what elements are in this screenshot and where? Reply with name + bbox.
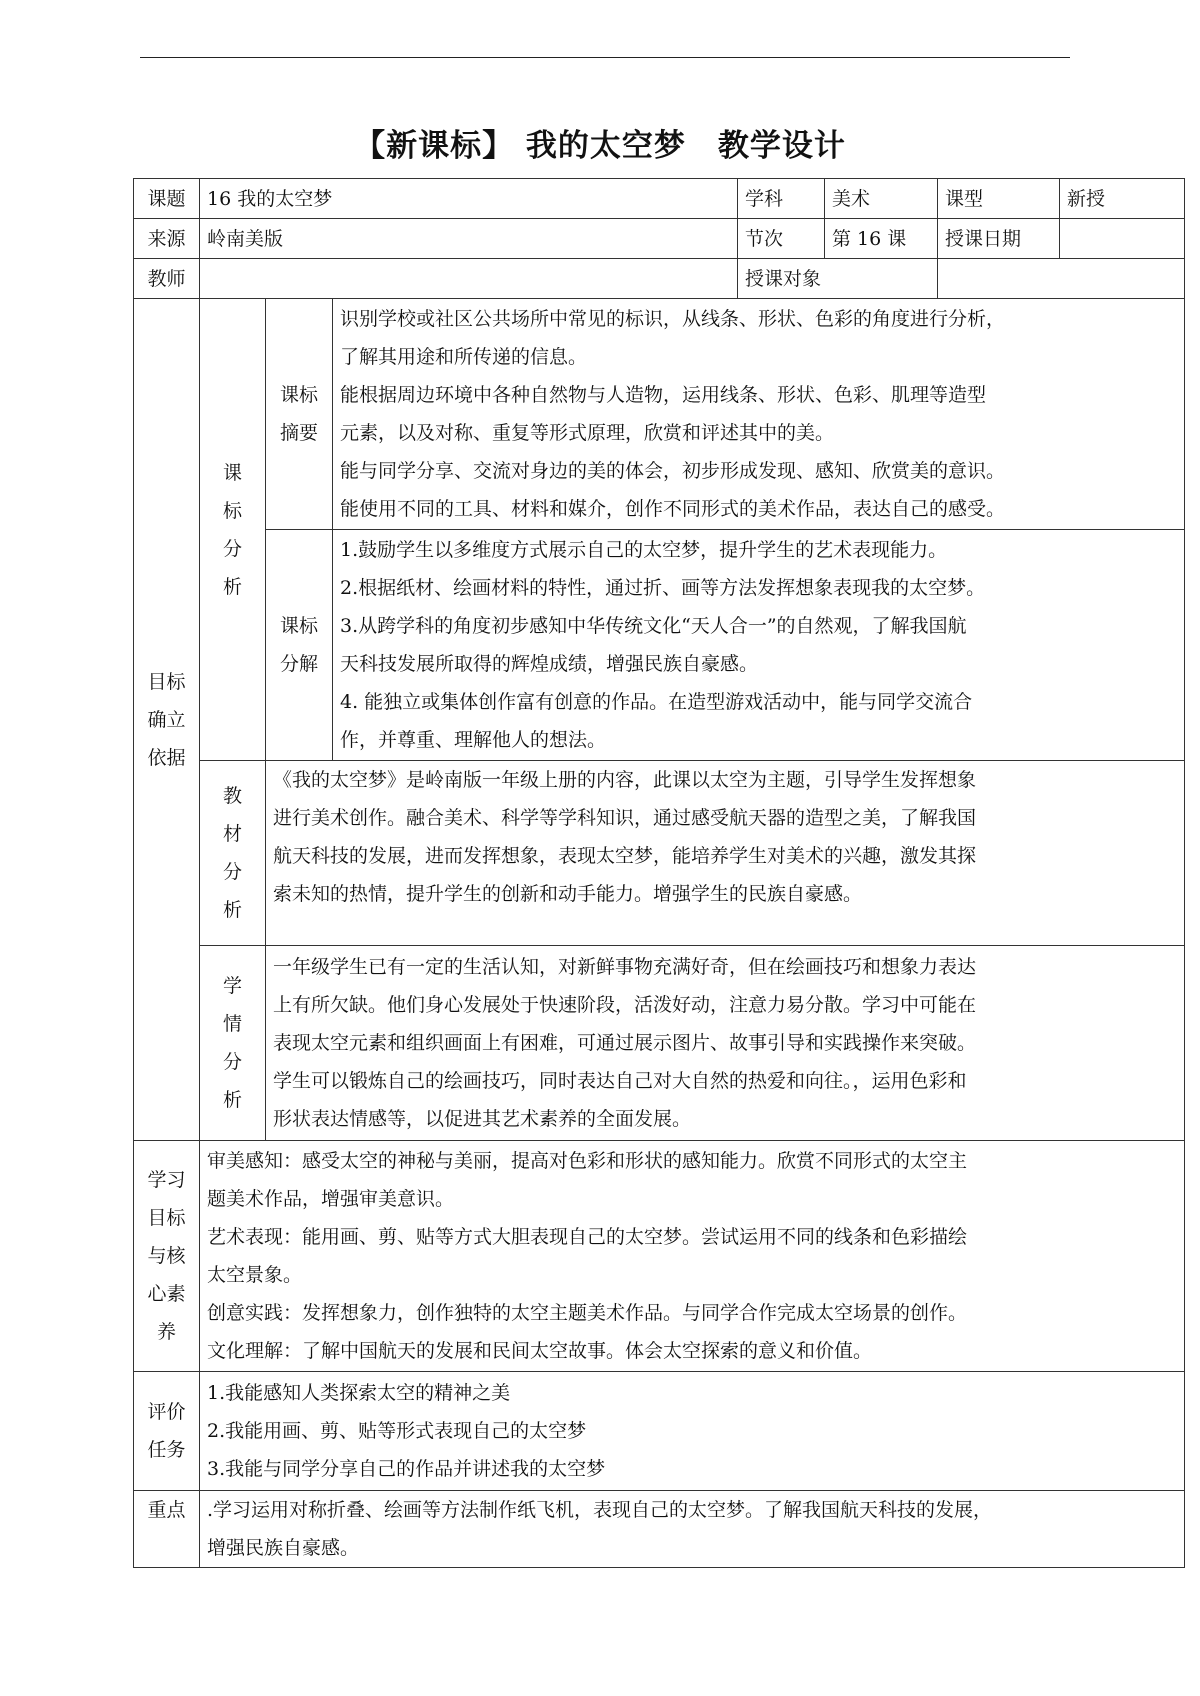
evaluation-content: 1.我能感知人类探索太空的精神之美 2.我能用画、剪、贴等形式表现自己的太空梦 3.我能与同学分享自己的作品并讲述我的太空梦 [200, 1372, 1185, 1491]
label-date: 授课日期 [938, 219, 1060, 259]
value-audience [938, 259, 1185, 299]
info-row-3 [134, 259, 1185, 299]
label-period: 节次 [738, 219, 825, 259]
header-rule [140, 57, 1070, 58]
textbook-label: 教 材 分 析 [200, 761, 266, 946]
textbook-content: 《我的太空梦》是岭南版一年级上册的内容，此课以太空为主题，引导学生发挥想象 进行美术创作。融合美术、科学等学科知识，通过感受航天器的造型之美，了解我国 航天科技的发展，进而发挥想象，表现太空梦，能培养学生对美术的兴趣，激发其探 索未知的热情，提升学生的创新和动手能力。增强学生的民族自豪感。 [266, 761, 1185, 946]
value-source: 岭南美版 [200, 219, 738, 259]
goals-label: 学习 目标 与核 心素 养 [134, 1141, 200, 1372]
summary-label: 课标 摘要 [266, 299, 333, 530]
students-content: 一年级学生已有一定的生活认知，对新鲜事物充满好奇，但在绘画技巧和想象力表达 上有所欠缺。他们身心发展处于快速阶段，活泼好动，注意力易分散。学习中可能在 表现太空元素和组织画面上有困难，可通过展示图片、故事引导和实践操作来突破。 学生可以锻炼自己的绘画技巧，同时表达自己对大自然的热爱和向往。，运用色彩和 形状表达情感等，以促进其艺术素养的全面发展。 [266, 946, 1185, 1141]
info-row-1 [134, 179, 1185, 219]
lesson-plan-table [133, 178, 1185, 1568]
basis-label: 目标 确立 依据 [134, 299, 200, 1141]
info-row-2 [134, 219, 1185, 259]
evaluation-row [134, 1372, 1185, 1491]
label-lesson-type: 课型 [938, 179, 1060, 219]
label-source: 来源 [134, 219, 200, 259]
keypoint-row [134, 1491, 1185, 1568]
goals-content: 审美感知：感受太空的神秘与美丽，提高对色彩和形状的感知能力。欣赏不同形式的太空主 题美术作品，增强审美意识。 艺术表现：能用画、剪、贴等方式大胆表现自己的太空梦。尝试运用不同的线条和色彩描绘 太空景象。 创意实践：发挥想象力，创作独特的太空主题美术作品。与同学合作完成太空场景的创作。 文化理解：了解中国航天的发展和民间太空故事。体会太空探索的意义和价值。 [200, 1141, 1185, 1372]
value-date [1060, 219, 1185, 259]
standard-summary-row [134, 299, 1185, 530]
goals-row [134, 1141, 1185, 1372]
label-topic: 课题 [134, 179, 200, 219]
label-audience: 授课对象 [738, 259, 938, 299]
value-lesson-type: 新授 [1060, 179, 1185, 219]
keypoint-label: 重点 [134, 1491, 200, 1568]
label-teacher: 教师 [134, 259, 200, 299]
value-subject: 美术 [825, 179, 938, 219]
value-teacher [200, 259, 738, 299]
value-period: 第 16 课 [825, 219, 938, 259]
breakdown-label: 课标 分解 [266, 530, 333, 761]
keypoint-content: .学习运用对称折叠、绘画等方法制作纸飞机，表现自己的太空梦。了解我国航天科技的发展， 增强民族自豪感。 [200, 1491, 1185, 1568]
evaluation-label: 评价 任务 [134, 1372, 200, 1491]
page-title: 【新课标】 我的太空梦 教学设计 [354, 128, 846, 164]
textbook-row [134, 761, 1185, 946]
label-subject: 学科 [738, 179, 825, 219]
standard-breakdown-row [134, 530, 1185, 761]
students-label: 学 情 分 析 [200, 946, 266, 1141]
standard-analysis-label: 课 标 分 析 [200, 299, 266, 761]
value-topic: 16 我的太空梦 [200, 179, 738, 219]
students-row [134, 946, 1185, 1141]
summary-content: 识别学校或社区公共场所中常见的标识，从线条、形状、色彩的角度进行分析， 了解其用途和所传递的信息。 能根据周边环境中各种自然物与人造物，运用线条、形状、色彩、肌理等造型 元素，以及对称、重复等形式原理，欣赏和评述其中的美。 能与同学分享、交流对身边的美的体会，初步形成发现、感知、欣赏美的意识。 能使用不同的工具、材料和媒介，创作不同形式的美术作品，表达自己的感受。 [333, 299, 1185, 530]
breakdown-content: 1.鼓励学生以多维度方式展示自己的太空梦，提升学生的艺术表现能力。 2.根据纸材、绘画材料的特性，通过折、画等方法发挥想象表现我的太空梦。 3.从跨学科的角度初步感知中华传统文化“天人合一”的自然观，了解我国航 天科技发展所取得的辉煌成绩，增强民族自豪感。 4. 能独立或集体创作富有创意的作品。在造型游戏活动中，能与同学交流合 作，并尊重、理解他人的想法。 [333, 530, 1185, 761]
